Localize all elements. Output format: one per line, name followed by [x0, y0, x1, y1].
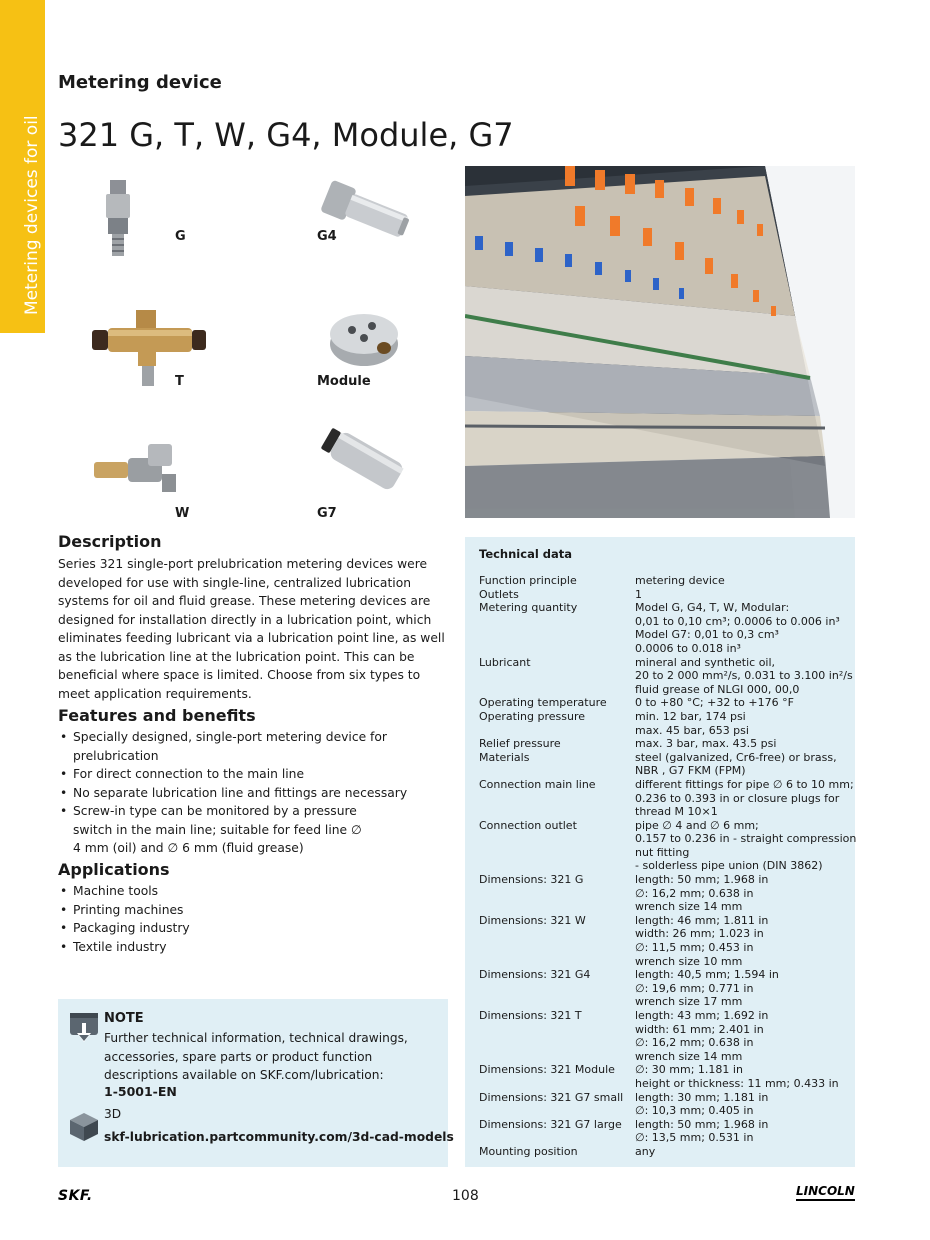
description-text: Series 321 single-port prelubrication metering devices were developed for use with single-line, centralized lubrication systems for oil and fluid grease. These metering devices are designed for installation directly in a lubrication point, which eliminates feeding lubricant via a lubrication point line, as well as the lubrication line at the lubrication point. This can be beneficial where space is limited. Choose from six types to meet application requirements. — [58, 557, 445, 701]
product-image-g7 — [315, 420, 411, 498]
description-heading: Description — [58, 532, 162, 551]
textile-machinery-illustration — [465, 166, 855, 518]
tech-value-line: width: 26 mm; 1.023 in — [635, 927, 764, 941]
tech-value-line: ∅: 16,2 mm; 0.638 in — [635, 1036, 754, 1050]
tech-value-line: length: 43 mm; 1.692 in — [635, 1009, 769, 1022]
applications-heading: Applications — [58, 860, 170, 879]
tech-value — [635, 751, 849, 778]
tech-value-line: length: 30 mm; 1.181 in — [635, 1090, 769, 1104]
tech-value-line: 0.0006 to 0.018 in³ — [635, 641, 741, 655]
product-label-g: G — [175, 229, 186, 244]
list-item: • Specially designed, single-port metering device for prelubrication — [58, 728, 450, 765]
tech-value — [635, 778, 854, 819]
tech-label: Dimensions: 321 G7 large — [479, 1117, 622, 1131]
tech-value-line: Model G, G4, T, W, Modular: — [635, 601, 790, 615]
tech-value-line: 0,01 to 0,10 cm³; 0.0006 to 0.006 in³ — [635, 614, 840, 628]
tech-value-line: width: 61 mm; 2.401 in — [635, 1022, 764, 1036]
table-row — [479, 1091, 849, 1118]
tech-label: Relief pressure — [479, 737, 561, 751]
tech-label: Function principle — [479, 574, 577, 587]
list-item: • Packaging industry — [58, 919, 450, 938]
table-row — [479, 1063, 849, 1090]
tech-label: Dimensions: 321 G4 — [479, 968, 591, 982]
tech-value-line: NBR , G7 FKM (FPM) — [635, 764, 746, 778]
tech-value-line: pipe ∅ 4 and ∅ 6 mm; — [635, 818, 759, 832]
table-row — [479, 968, 849, 1009]
tech-value-line: any — [635, 1144, 656, 1158]
tech-value — [635, 710, 849, 737]
tech-label: Connection outlet — [479, 818, 577, 832]
tech-value — [635, 873, 849, 914]
tech-value-line: ∅: 16,2 mm; 0.638 in — [635, 886, 754, 900]
product-label-module: Module — [317, 374, 371, 389]
tech-value-line: nut fitting — [635, 845, 690, 859]
tech-value-line: fluid grease of NLGI 000, 00,0 — [635, 682, 800, 696]
tech-value-line: Model G7: 0,01 to 0,3 cm³ — [635, 628, 779, 642]
list-item: • Machine tools — [58, 882, 450, 901]
tech-value-line: 0.236 to 0.393 in or closure plugs for — [635, 791, 840, 805]
tech-value — [635, 1063, 849, 1090]
note-title: NOTE — [104, 1011, 144, 1026]
tech-label: Operating pressure — [479, 709, 586, 723]
table-row — [479, 710, 849, 737]
tech-label: Dimensions: 321 G — [479, 873, 584, 887]
table-row — [479, 751, 849, 778]
list-item: • No separate lubrication line and fittings are necessary — [58, 784, 450, 803]
hero-photo-textile-machinery — [465, 166, 855, 518]
technical-data-title: Technical data — [479, 547, 573, 561]
table-row — [479, 601, 849, 655]
table-row — [479, 574, 849, 588]
skf-logo: SKF. — [58, 1188, 93, 1204]
product-label-w: W — [175, 506, 190, 521]
cad-models-link[interactable]: skf-lubrication.partcommunity.com/3d-cad-models — [104, 1130, 454, 1144]
table-row — [479, 1118, 849, 1145]
tech-value-line: 1 — [635, 587, 642, 601]
tech-value-line: min. 12 bar, 174 psi — [635, 709, 746, 723]
table-row — [479, 777, 854, 819]
table-row — [479, 914, 849, 968]
tech-value-line: length: 50 mm; 1.968 in — [635, 1117, 769, 1131]
tech-value-line: metering device — [635, 574, 725, 587]
tech-value — [635, 696, 849, 710]
technical-data-box — [465, 537, 855, 1167]
tech-value — [635, 1009, 849, 1063]
table-row — [479, 1009, 849, 1063]
product-image-module — [328, 308, 404, 368]
list-item: • Printing machines — [58, 901, 450, 920]
tech-value-line: ∅: 13,5 mm; 0.531 in — [635, 1131, 754, 1145]
tech-label: Metering quantity — [479, 601, 578, 615]
tech-value — [635, 574, 849, 588]
tech-value — [635, 1118, 849, 1145]
tech-label: Dimensions: 321 G7 small — [479, 1090, 624, 1104]
lincoln-logo: LINCOLN — [796, 1184, 855, 1201]
tech-label: Operating temperature — [479, 696, 607, 710]
note-document-code: 1-5001-EN — [104, 1084, 177, 1099]
tech-label: Dimensions: 321 Module — [479, 1063, 615, 1077]
document-download-icon — [68, 1011, 100, 1045]
note-text: Further technical information, technical drawings, accessories, spare parts or product function descriptions available on SKF.com/lubrication: — [104, 1031, 408, 1082]
tech-value — [635, 588, 849, 602]
section-label: Metering device — [58, 72, 222, 93]
tech-value-line: length: 40,5 mm; 1.594 in — [635, 968, 779, 982]
tech-label: Materials — [479, 750, 530, 764]
tech-value-line: thread M 10×1 — [635, 805, 718, 819]
tech-value — [635, 819, 856, 873]
table-row — [479, 1145, 849, 1159]
product-label-g4: G4 — [317, 229, 337, 244]
tech-value-line: height or thickness: 11 mm; 0.433 in — [635, 1076, 839, 1090]
table-row — [479, 818, 857, 873]
side-tab — [0, 0, 45, 333]
page-title: 321 G, T, W, G4, Module, G7 — [58, 116, 514, 154]
tech-value-line: different fittings for pipe ∅ 6 to 10 mm; — [635, 777, 854, 791]
tech-value-line: - solderless pipe union (DIN 3862) — [635, 859, 823, 873]
tech-value — [635, 737, 849, 751]
table-row — [479, 655, 853, 697]
tech-label: Outlets — [479, 587, 519, 601]
features-heading: Features and benefits — [58, 706, 256, 725]
tech-value-line: length: 46 mm; 1.811 in — [635, 913, 769, 927]
list-item: • For direct connection to the main line — [58, 765, 450, 784]
features-list — [58, 728, 450, 858]
note-3d-label: 3D — [104, 1107, 122, 1121]
product-image-t — [88, 308, 210, 390]
tech-value-line: ∅: 19,6 mm; 0.771 in — [635, 981, 754, 995]
tech-value-line: ∅: 30 mm; 1.181 in — [635, 1063, 743, 1077]
tech-value-line: 0.157 to 0.236 in - straight compression — [635, 832, 857, 846]
product-image-g — [95, 176, 145, 262]
tech-value-line: wrench size 10 mm — [635, 954, 743, 968]
technical-data-table — [479, 574, 857, 1159]
tech-value — [635, 656, 853, 697]
list-item: • Screw-in type can be monitored by a pressure switch in the main line; suitable for feed line ∅ 4 mm (oil) and ∅ 6 mm (fluid grease) — [58, 802, 368, 858]
tech-value-line: wrench size 14 mm — [635, 1049, 743, 1063]
product-label-t: T — [175, 374, 184, 389]
tech-value-line: steel (galvanized, Cr6-free) or brass, — [635, 750, 837, 764]
side-tab-label: Metering devices for oil — [22, 115, 42, 315]
page-number: 108 — [452, 1188, 479, 1204]
product-image-w — [90, 438, 186, 496]
tech-value-line: 20 to 2 000 mm²/s, 0.031 to 3.100 in²/s — [635, 669, 853, 683]
tech-label: Dimensions: 321 T — [479, 1009, 582, 1022]
tech-value-line: wrench size 17 mm — [635, 995, 743, 1009]
table-row — [479, 696, 849, 710]
table-row — [479, 737, 849, 751]
tech-value-line: ∅: 10,3 mm; 0.405 in — [635, 1104, 754, 1118]
tech-label: Connection main line — [479, 777, 596, 791]
tech-value-line: max. 45 bar, 653 psi — [635, 723, 749, 737]
tech-value-line: ∅: 11,5 mm; 0.453 in — [635, 941, 754, 955]
product-label-g7: G7 — [317, 506, 337, 521]
tech-label: Mounting position — [479, 1144, 578, 1158]
tech-value — [635, 914, 849, 968]
tech-value — [635, 1091, 849, 1118]
table-row — [479, 873, 849, 914]
tech-value — [635, 968, 849, 1009]
applications-list — [58, 882, 450, 956]
cube-3d-icon — [68, 1111, 100, 1143]
tech-label: Dimensions: 321 W — [479, 913, 586, 927]
tech-label: Lubricant — [479, 655, 531, 669]
tech-value-line: mineral and synthetic oil, — [635, 655, 776, 669]
tech-value — [635, 1145, 849, 1159]
table-row — [479, 588, 849, 602]
tech-value-line: max. 3 bar, max. 43.5 psi — [635, 737, 777, 751]
tech-value-line: 0 to +80 °C; +32 to +176 °F — [635, 696, 794, 710]
list-item: • Textile industry — [58, 938, 450, 957]
tech-value — [635, 601, 849, 655]
tech-value-line: wrench size 14 mm — [635, 900, 743, 914]
note-box — [58, 999, 454, 1167]
tech-value-line: length: 50 mm; 1.968 in — [635, 873, 769, 887]
